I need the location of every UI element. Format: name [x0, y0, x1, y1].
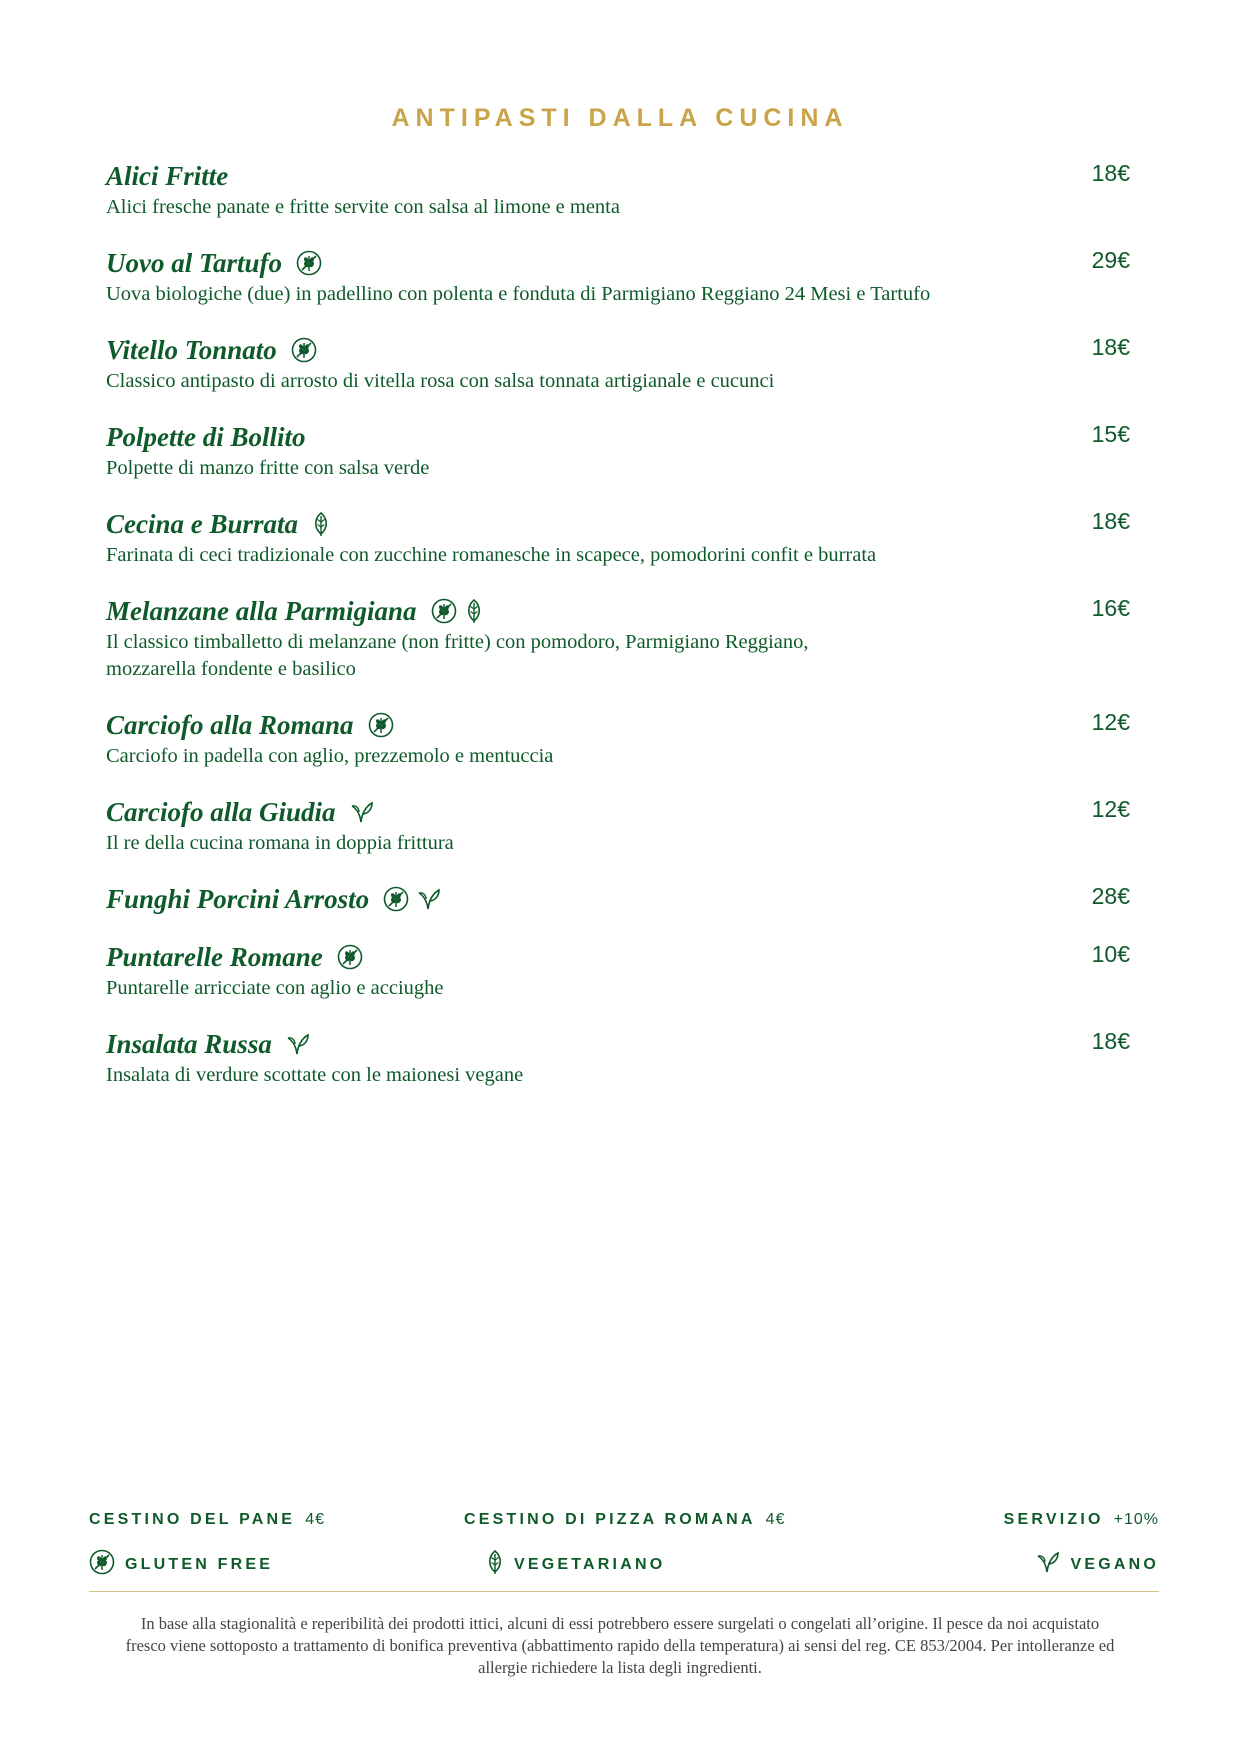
- dish-description: Il classico timballetto di melanzane (non fritte) con pomodoro, Parmigiano Reggiano, mozzarella fondente e basilico: [106, 631, 809, 680]
- diet-badges: [431, 598, 483, 624]
- dish-name: Uovo al Tartufo: [106, 248, 283, 278]
- dish-description: Il re della cucina romana in doppia frittura: [106, 832, 454, 854]
- service-charge: [1004, 1511, 1159, 1529]
- vegetarian-leaf-icon: [312, 511, 330, 537]
- dish-price: 18€: [1091, 160, 1130, 186]
- bread-basket-label: CESTINO DEL PANE: [89, 1511, 296, 1528]
- menu-item: [106, 794, 1130, 857]
- dish-price: 29€: [1091, 247, 1130, 273]
- vegan-sprout-icon: [286, 1031, 310, 1057]
- diet-badges: [286, 1031, 310, 1057]
- dish-description: Polpette di manzo fritte con salsa verde: [106, 457, 430, 479]
- diet-badges: [337, 944, 363, 970]
- dish-name: Insalata Russa: [106, 1029, 272, 1059]
- gluten-free-icon: [89, 1549, 115, 1580]
- menu-item: [106, 881, 1130, 917]
- dish-description: Classico antipasto di arrosto di vitella rosa con salsa tonnata artigianale e cucunci: [106, 370, 775, 392]
- service-label: SERVIZIO: [1003, 1511, 1104, 1528]
- diet-badges: [296, 250, 322, 276]
- diet-badges: [383, 886, 441, 912]
- pizza-basket: [464, 1511, 785, 1529]
- menu-item: [106, 245, 1130, 308]
- menu-item: [106, 332, 1130, 395]
- gluten-free-icon: [383, 886, 409, 912]
- dish-name: Melanzane alla Parmigiana: [106, 596, 417, 626]
- dish-name: Polpette di Bollito: [106, 422, 306, 452]
- gluten-free-icon: [368, 712, 394, 738]
- dish-name: Carciofo alla Romana: [106, 710, 354, 740]
- footer-divider: [89, 1591, 1159, 1592]
- diet-badges: [312, 511, 330, 537]
- vegan-sprout-icon: [417, 886, 441, 912]
- legend-vegetarian-label: VEGETARIANO: [514, 1555, 666, 1573]
- menu-list: [106, 158, 1130, 1113]
- section-title: ANTIPASTI DALLA CUCINA: [391, 104, 849, 132]
- gluten-free-icon: [296, 250, 322, 276]
- menu-item: [106, 158, 1130, 221]
- vegetarian-leaf-icon: [465, 598, 483, 624]
- bread-basket: [89, 1511, 325, 1529]
- dish-name: Funghi Porcini Arrosto: [106, 884, 370, 914]
- dish-price: 10€: [1091, 941, 1130, 967]
- menu-item: [106, 506, 1130, 569]
- legend-vegetarian: [486, 1549, 665, 1580]
- menu-item: [106, 593, 1130, 683]
- dish-name: Cecina e Burrata: [106, 509, 299, 539]
- dish-description: Uova biologiche (due) in padellino con polenta e fonduta di Parmigiano Reggiano 24 Mesi e Tartufo: [106, 283, 931, 305]
- dish-description: Alici fresche panate e fritte servite con salsa al limone e menta: [106, 196, 620, 218]
- menu-item: [106, 419, 1130, 482]
- dish-price: 18€: [1091, 1028, 1130, 1054]
- gluten-free-icon: [337, 944, 363, 970]
- bread-basket-price: 4€: [305, 1511, 325, 1528]
- menu-item: [106, 939, 1130, 1002]
- vegan-sprout-icon: [350, 799, 374, 825]
- gluten-free-icon: [291, 337, 317, 363]
- vegan-sprout-icon: [1036, 1549, 1060, 1580]
- dish-price: 28€: [1091, 883, 1130, 909]
- dish-description: Insalata di verdure scottate con le maionesi vegane: [106, 1064, 524, 1086]
- dish-description: Puntarelle arricciate con aglio e acciughe: [106, 977, 444, 999]
- dish-price: 18€: [1091, 508, 1130, 534]
- diet-badges: [291, 337, 317, 363]
- pizza-basket-price: 4€: [765, 1511, 786, 1528]
- menu-item: [106, 707, 1130, 770]
- dish-price: 15€: [1091, 421, 1130, 447]
- legend-gluten-free: [89, 1549, 273, 1580]
- dish-price: 16€: [1091, 595, 1130, 621]
- legend-gluten-free-label: GLUTEN FREE: [125, 1555, 274, 1573]
- allergen-note: In base alla stagionalità e reperibilità dei prodotti ittici, alcuni di essi potrebbero essere surgelati o congelati all’origine. Il pesce da noi acquistato fresco viene sottoposto a trattamento di bonifica preventiva (abbattimento rapido della temperatura) ai sensi del reg. CE 853/2004. Per intolleranze ed allergie richiedere la lista degli ingredienti.: [125, 1614, 1115, 1677]
- dish-description: Farinata di ceci tradizionale con zucchine romanesche in scapece, pomodorini confit e burrata: [106, 544, 877, 566]
- diet-badges: [350, 799, 374, 825]
- dish-description: Carciofo in padella con aglio, prezzemolo e mentuccia: [106, 745, 554, 767]
- menu-item: [106, 1026, 1130, 1089]
- service-value: +10%: [1113, 1511, 1159, 1528]
- vegetarian-leaf-icon: [486, 1549, 504, 1580]
- legend-vegan: [1036, 1549, 1159, 1580]
- dish-name: Vitello Tonnato: [106, 335, 277, 365]
- dish-price: 12€: [1091, 796, 1130, 822]
- pizza-basket-label: CESTINO DI PIZZA ROMANA: [464, 1511, 756, 1528]
- dish-name: Puntarelle Romane: [106, 942, 323, 972]
- diet-badges: [368, 712, 394, 738]
- legend-vegan-label: VEGANO: [1070, 1555, 1159, 1573]
- dish-price: 18€: [1091, 334, 1130, 360]
- gluten-free-icon: [431, 598, 457, 624]
- dish-name: Alici Fritte: [106, 161, 229, 191]
- dish-price: 12€: [1091, 709, 1130, 735]
- dish-name: Carciofo alla Giudia: [106, 797, 336, 827]
